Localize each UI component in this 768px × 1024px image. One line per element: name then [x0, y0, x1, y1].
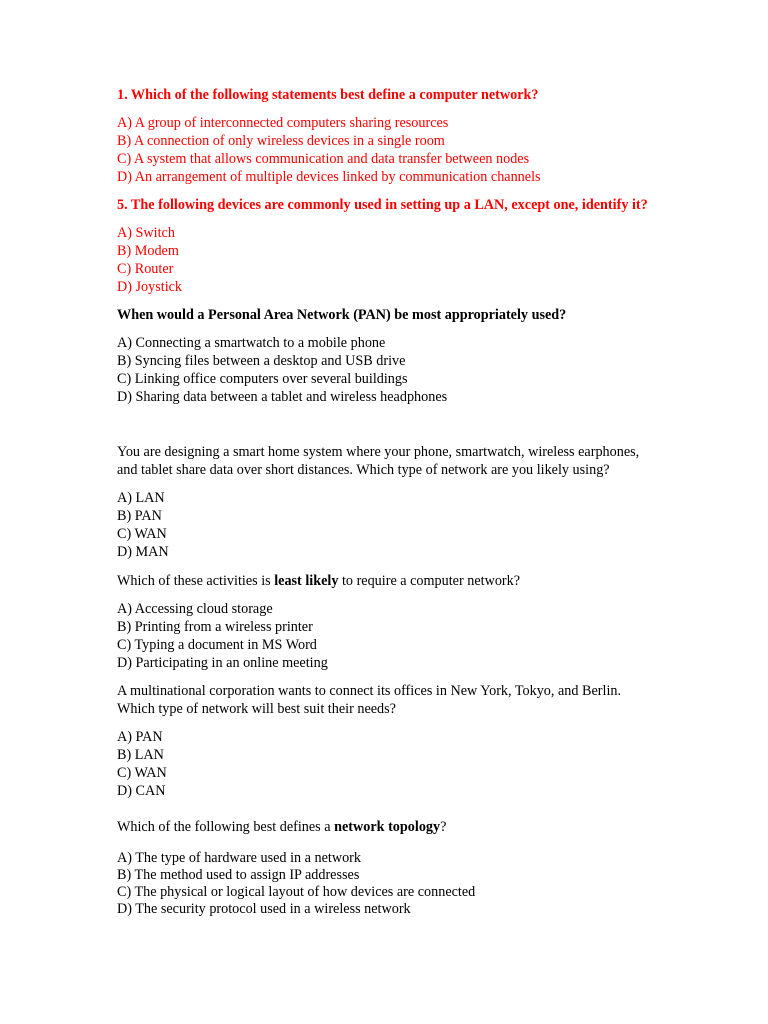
option-b: B) LAN — [117, 747, 164, 763]
question-topology — [117, 818, 717, 918]
option-c: C) WAN — [117, 526, 167, 542]
question-5 — [117, 196, 717, 296]
option-c: C) WAN — [117, 765, 167, 781]
option-c: C) A system that allows communication and data transfer between nodes — [117, 151, 530, 167]
option-a: A) A group of interconnected computers sharing resources — [117, 115, 449, 131]
option-a: A) LAN — [117, 490, 165, 506]
option-list — [117, 728, 717, 800]
option-list — [117, 600, 717, 672]
option-c: C) The physical or logical layout of how devices are connected — [117, 884, 476, 900]
option-b: B) A connection of only wireless devices in a single room — [117, 133, 445, 149]
option-d: D) MAN — [117, 544, 169, 560]
option-c: C) Typing a document in MS Word — [117, 637, 317, 653]
question-multinational — [117, 682, 717, 800]
option-d: D) Joystick — [117, 279, 183, 295]
option-c: C) Router — [117, 261, 174, 277]
option-d: D) Sharing data between a tablet and wireless headphones — [117, 389, 448, 405]
option-a: A) Connecting a smartwatch to a mobile phone — [117, 335, 386, 351]
question-smart-home — [117, 443, 717, 561]
option-list — [117, 114, 717, 186]
option-a: A) The type of hardware used in a network — [117, 850, 361, 866]
question-least-likely — [117, 572, 717, 672]
stem-text: ? — [440, 819, 447, 835]
stem-text: to require a computer network? — [338, 573, 521, 589]
question-1 — [117, 86, 717, 186]
option-d: D) Participating in an online meeting — [117, 655, 328, 671]
option-list — [117, 489, 717, 561]
question-stem — [117, 572, 717, 590]
question-stem: 1. Which of the following statements best define a computer network? — [117, 87, 539, 103]
option-d: D) CAN — [117, 783, 166, 799]
option-b: B) The method used to assign IP addresses — [117, 867, 360, 883]
option-list — [117, 334, 717, 406]
question-stem-line-1: You are designing a smart home system where your phone, smartwatch, wireless earphones, — [117, 444, 640, 460]
option-list — [117, 224, 717, 296]
option-d: D) An arrangement of multiple devices linked by communication channels — [117, 169, 541, 185]
stem-text: Which of these activities is — [117, 573, 275, 589]
question-stem-line-1: A multinational corporation wants to connect its offices in New York, Tokyo, and Berlin. — [117, 683, 622, 699]
question-stem — [117, 818, 717, 836]
option-b: B) Syncing files between a desktop and USB drive — [117, 353, 406, 369]
question-stem: When would a Personal Area Network (PAN) be most appropriately used? — [117, 307, 567, 323]
option-a: A) PAN — [117, 729, 163, 745]
question-stem-line-2: Which type of network will best suit their needs? — [117, 701, 396, 717]
option-a: A) Switch — [117, 225, 175, 241]
option-c: C) Linking office computers over several buildings — [117, 371, 408, 387]
question-pan — [117, 306, 717, 406]
option-d: D) The security protocol used in a wireless network — [117, 901, 411, 917]
option-a: A) Accessing cloud storage — [117, 601, 273, 617]
option-b: B) PAN — [117, 508, 162, 524]
stem-emphasis: least likely — [274, 573, 339, 589]
option-b: B) Printing from a wireless printer — [117, 619, 313, 635]
question-stem-line-2: and tablet share data over short distances. Which type of network are you likely using? — [117, 462, 610, 478]
stem-text: Which of the following best defines a — [117, 819, 335, 835]
option-list — [117, 850, 717, 918]
question-stem: 5. The following devices are commonly used in setting up a LAN, except one, identify it? — [117, 197, 648, 213]
option-b: B) Modem — [117, 243, 179, 259]
stem-emphasis: network topology — [334, 819, 441, 835]
